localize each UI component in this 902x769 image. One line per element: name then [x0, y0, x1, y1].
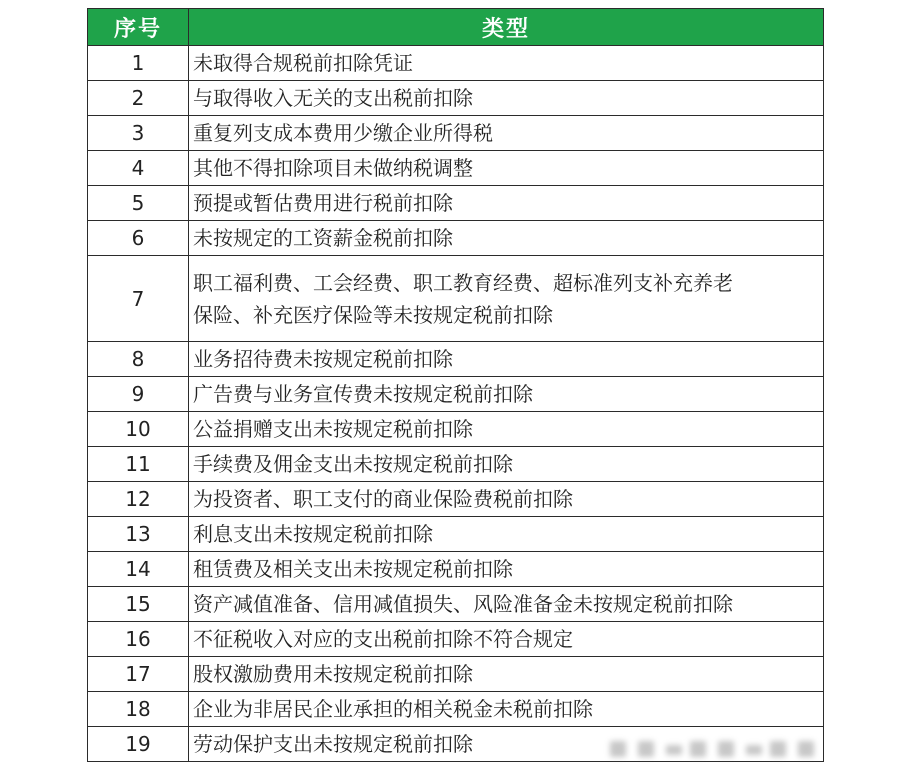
- row-type: 劳动保护支出未按规定税前扣除: [189, 727, 824, 762]
- row-type: 重复列支成本费用少缴企业所得税: [189, 116, 824, 151]
- row-type: 租赁费及相关支出未按规定税前扣除: [189, 552, 824, 587]
- table-row: [88, 46, 824, 81]
- table-row: [88, 517, 824, 552]
- table-row: [88, 447, 824, 482]
- table-row: [88, 151, 824, 186]
- row-number: 12: [88, 482, 189, 517]
- table-row: [88, 482, 824, 517]
- row-number: 14: [88, 552, 189, 587]
- row-type: 利息支出未按规定税前扣除: [189, 517, 824, 552]
- row-type: 不征税收入对应的支出税前扣除不符合规定: [189, 622, 824, 657]
- row-type: 预提或暂估费用进行税前扣除: [189, 186, 824, 221]
- row-type: 业务招待费未按规定税前扣除: [189, 342, 824, 377]
- row-number: 2: [88, 81, 189, 116]
- row-number: 3: [88, 116, 189, 151]
- row-type: 手续费及佣金支出未按规定税前扣除: [189, 447, 824, 482]
- blurred-watermark: [600, 735, 830, 765]
- table-row: [88, 342, 824, 377]
- table-row: [88, 186, 824, 221]
- table-row: [88, 587, 824, 622]
- row-number: 6: [88, 221, 189, 256]
- table-row: [88, 116, 824, 151]
- table-row: [88, 552, 824, 587]
- row-number: 5: [88, 186, 189, 221]
- row-type: 广告费与业务宣传费未按规定税前扣除: [189, 377, 824, 412]
- header-index: 序号: [88, 9, 189, 46]
- row-number: 8: [88, 342, 189, 377]
- row-number: 17: [88, 657, 189, 692]
- row-type: 与取得收入无关的支出税前扣除: [189, 81, 824, 116]
- row-type: 未取得合规税前扣除凭证: [189, 46, 824, 81]
- row-number: 7: [88, 256, 189, 342]
- table-row: [88, 657, 824, 692]
- header-type: 类型: [189, 9, 824, 46]
- table-row: [88, 622, 824, 657]
- table-row: [88, 412, 824, 447]
- row-number: 16: [88, 622, 189, 657]
- header-row: [88, 9, 824, 46]
- row-type: 资产减值准备、信用减值损失、风险准备金未按规定税前扣除: [189, 587, 824, 622]
- row-number: 13: [88, 517, 189, 552]
- row-type: 公益捐赠支出未按规定税前扣除: [189, 412, 824, 447]
- row-number: 1: [88, 46, 189, 81]
- row-type: 未按规定的工资薪金税前扣除: [189, 221, 824, 256]
- row-number: 18: [88, 692, 189, 727]
- table-row: [88, 692, 824, 727]
- table-row: [88, 377, 824, 412]
- row-number: 15: [88, 587, 189, 622]
- row-number: 10: [88, 412, 189, 447]
- row-number: 9: [88, 377, 189, 412]
- tax-deduction-table: [87, 8, 824, 762]
- row-type: 股权激励费用未按规定税前扣除: [189, 657, 824, 692]
- row-type: 职工福利费、工会经费、职工教育经费、超标准列支补充养老 保险、补充医疗保险等未按规定税前扣除: [189, 256, 824, 342]
- row-type: 企业为非居民企业承担的相关税金未税前扣除: [189, 692, 824, 727]
- row-type: 其他不得扣除项目未做纳税调整: [189, 151, 824, 186]
- row-type: 为投资者、职工支付的商业保险费税前扣除: [189, 482, 824, 517]
- table-row: [88, 81, 824, 116]
- row-number: 19: [88, 727, 189, 762]
- row-number: 4: [88, 151, 189, 186]
- row-number: 11: [88, 447, 189, 482]
- table-row: [88, 221, 824, 256]
- table-row: [88, 256, 824, 342]
